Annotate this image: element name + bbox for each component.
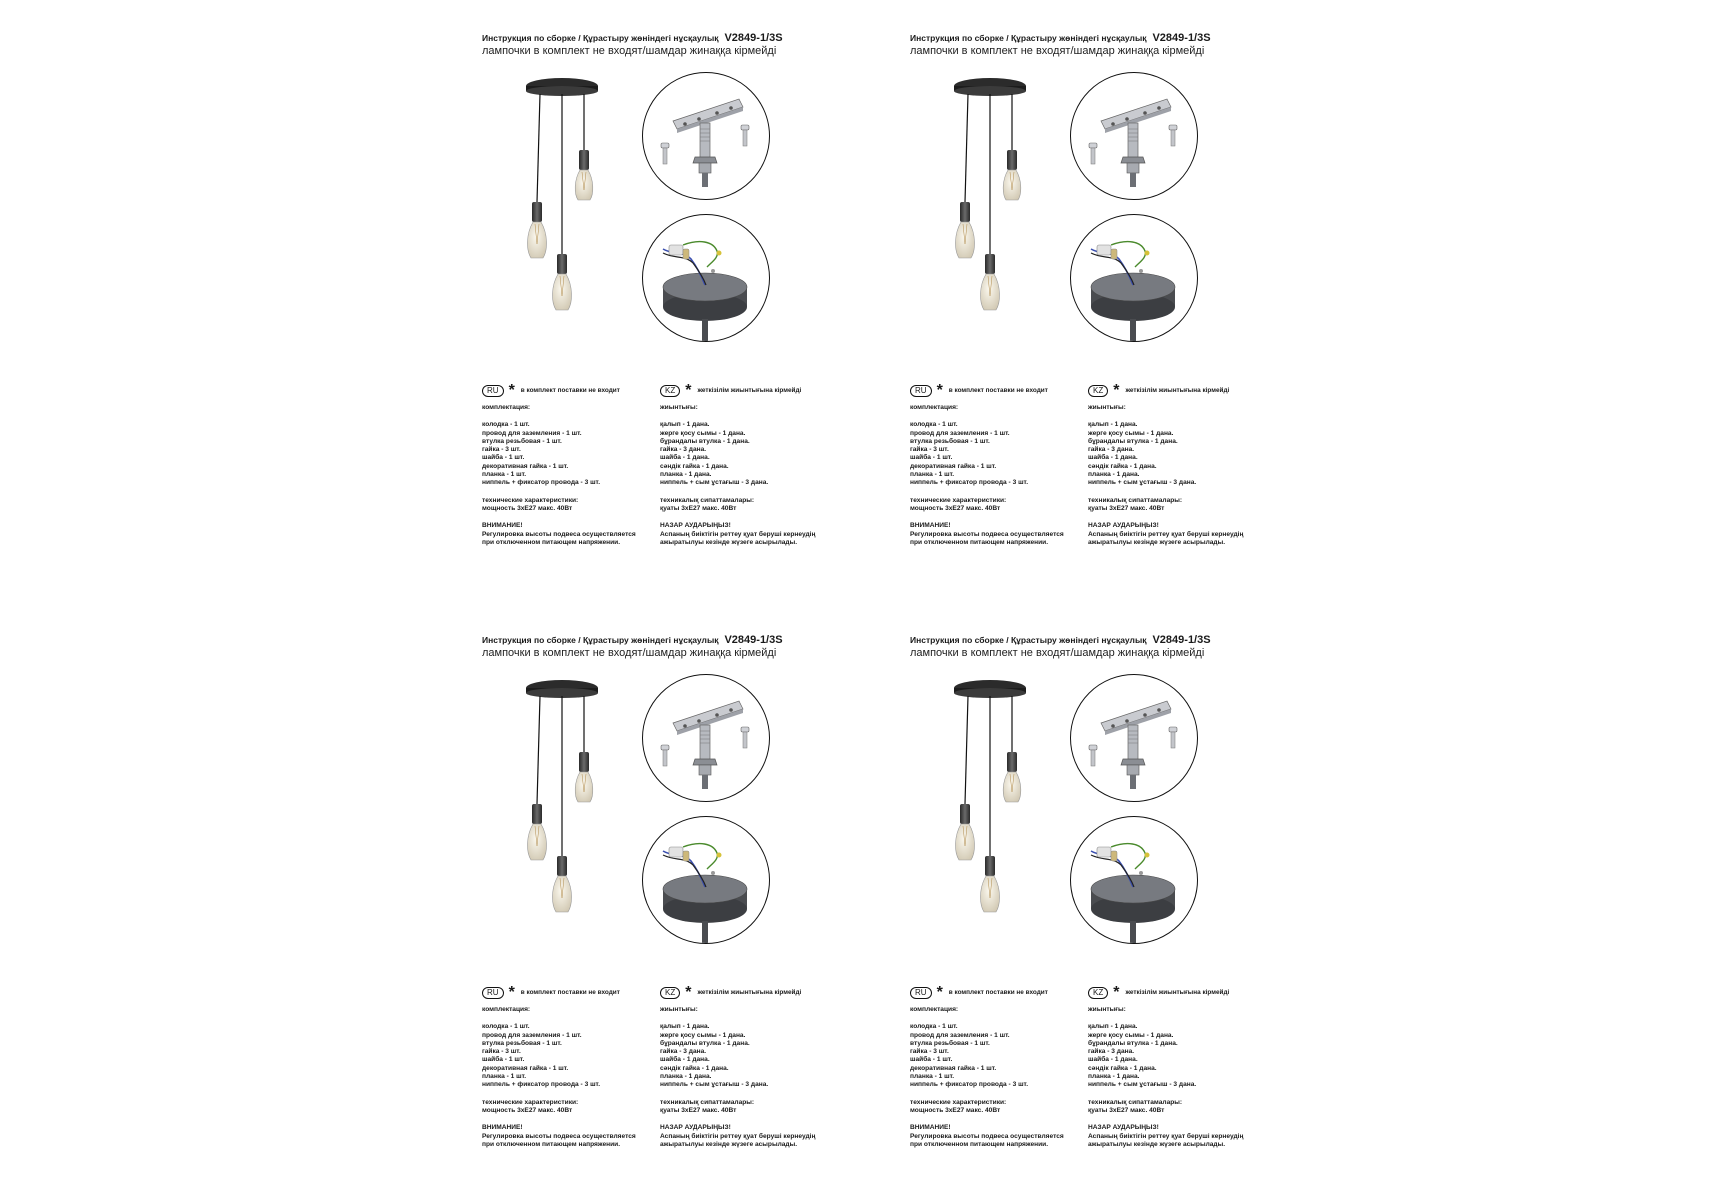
ru-warning-heading: ВНИМАНИЕ!: [910, 1124, 951, 1132]
ru-warning-heading: ВНИМАНИЕ!: [482, 522, 523, 530]
ru-kit-heading: комплектация:: [482, 404, 531, 411]
canopy-wiring-illustration: [1071, 817, 1197, 943]
ru-not-included-note: в комплект поставки не входит: [948, 386, 1048, 394]
ru-not-included-note: в комплект поставки не входит: [520, 386, 620, 394]
list-item: колодка - 1 шт.: [482, 421, 530, 429]
sheet-title: Инструкция по сборке / Құрастыру жөніндегі нұсқаулық V2849-1/3S: [482, 32, 783, 44]
ru-specs-value: мощность 3хЕ27 макс. 40Вт: [910, 1106, 1001, 1114]
kz-header-row: [660, 384, 845, 398]
list-item: втулка резьбовая - 1 шт.: [482, 1039, 562, 1047]
list-item: гайка - 3 шт.: [910, 1048, 949, 1056]
instruction-sheet-4: [910, 634, 1330, 1148]
list-item: декоративная гайка - 1 шт.: [910, 1064, 997, 1072]
ru-specs-value: мощность 3хЕ27 макс. 40Вт: [482, 504, 573, 512]
ru-header-row: [910, 986, 1095, 1000]
list-item: планка - 1 дана.: [660, 1073, 712, 1081]
kz-specs-value: қуаты 3хЕ27 макс. 40Вт: [1088, 1106, 1165, 1114]
asterisk-icon: *: [1113, 984, 1120, 1001]
list-item: ниппель + фиксатор провода - 3 шт.: [482, 1081, 601, 1089]
canopy-wiring-illustration: [643, 215, 769, 341]
kz-kit-list: [1088, 421, 1273, 487]
mounting-bracket-detail: [1070, 674, 1198, 802]
asterisk-icon: *: [936, 984, 943, 1001]
kz-warning-line: ажыратылуы кезінде жүзеге асырылады.: [660, 538, 798, 546]
list-item: ниппель + сым ұстағыш - 3 дана.: [660, 1081, 769, 1089]
list-item: гайка - 3 дана.: [1088, 1048, 1135, 1056]
list-item: жерге қосу сымы - 1 дана.: [1088, 1031, 1174, 1039]
list-item: шайба - 1 шт.: [482, 454, 525, 462]
asterisk-icon: *: [936, 382, 943, 399]
list-item: шайба - 1 дана.: [1088, 1056, 1138, 1064]
pendant-lamp-illustration: [500, 72, 630, 332]
ru-warning-line: Регулировка высоты подвеса осуществляется: [910, 1132, 1064, 1140]
ru-header-row: [910, 384, 1095, 398]
ru-header-row: [482, 986, 667, 1000]
list-item: провод для заземления - 1 шт.: [482, 1031, 582, 1039]
ru-warning-line: при отключенном питающем напряжении.: [482, 1140, 621, 1148]
ru-warning-line: Регулировка высоты подвеса осуществляется: [482, 1132, 636, 1140]
ru-warning: [910, 1124, 1095, 1149]
ru-warning: [482, 1124, 667, 1149]
pendant-lamp-illustration: [928, 72, 1058, 332]
kz-language-badge: KZ: [660, 987, 680, 999]
sheet-subtitle: лампочки в комплект не входят/шамдар жинаққа кірмейді: [482, 647, 777, 659]
list-item: қалып - 1 дана.: [660, 421, 710, 429]
ru-section: [482, 384, 667, 547]
kz-warning: [660, 522, 845, 547]
list-item: жерге қосу сымы - 1 дана.: [1088, 429, 1174, 437]
list-item: гайка - 3 шт.: [482, 1048, 521, 1056]
ru-warning-line: Регулировка высоты подвеса осуществляется: [482, 530, 636, 538]
kz-specs-value: қуаты 3хЕ27 макс. 40Вт: [1088, 504, 1165, 512]
mounting-bracket-illustration: [1071, 73, 1197, 199]
instruction-sheet-2: [910, 32, 1330, 546]
kz-section: [1088, 986, 1273, 1149]
kz-not-included-note: жеткізілім жиынтығына кірмейді: [1125, 386, 1230, 394]
model-number: V2849-1/3S: [724, 32, 783, 44]
kz-warning-line: ажыратылуы кезінде жүзеге асырылады.: [660, 1140, 798, 1148]
ru-specs-heading: технические характеристики:: [910, 496, 1007, 504]
ru-kit-list: [482, 421, 667, 487]
ru-kit-list: [910, 421, 1095, 487]
list-item: планка - 1 шт.: [482, 1073, 527, 1081]
sheet-subtitle: лампочки в комплект не входят/шамдар жинаққа кірмейді: [910, 647, 1205, 659]
ru-warning-line: при отключенном питающем напряжении.: [910, 1140, 1049, 1148]
list-item: бұрандалы втулка - 1 дана.: [660, 437, 750, 445]
list-item: сәндік гайка - 1 дана.: [660, 462, 729, 470]
list-item: ниппель + фиксатор провода - 3 шт.: [910, 479, 1029, 487]
ru-language-badge: RU: [910, 385, 932, 397]
kz-section: [1088, 384, 1273, 547]
list-item: провод для заземления - 1 шт.: [910, 429, 1010, 437]
list-item: планка - 1 шт.: [910, 1073, 955, 1081]
kz-warning-line: ажыратылуы кезінде жүзеге асырылады.: [1088, 538, 1226, 546]
kz-warning-line: Аспаның биіктігін реттеу қуат беруші кернеудің: [660, 1132, 816, 1140]
list-item: ниппель + сым ұстағыш - 3 дана.: [1088, 479, 1197, 487]
ru-warning: [910, 522, 1095, 547]
asterisk-icon: *: [685, 984, 692, 1001]
list-item: жерге қосу сымы - 1 дана.: [660, 429, 746, 437]
kz-specs-heading: техникалық сипаттамалары:: [660, 1098, 755, 1106]
ru-language-badge: RU: [482, 385, 504, 397]
ru-kit-heading: комплектация:: [482, 1006, 531, 1013]
list-item: ниппель + сым ұстағыш - 3 дана.: [1088, 1081, 1197, 1089]
ru-specs: [910, 1099, 1095, 1116]
list-item: втулка резьбовая - 1 шт.: [910, 1039, 990, 1047]
kz-header-row: [1088, 384, 1273, 398]
list-item: планка - 1 шт.: [482, 471, 527, 479]
kz-not-included-note: жеткізілім жиынтығына кірмейді: [1125, 988, 1230, 996]
canopy-wiring-detail: [642, 816, 770, 944]
list-item: сәндік гайка - 1 дана.: [1088, 1064, 1157, 1072]
ru-not-included-note: в комплект поставки не входит: [948, 988, 1048, 996]
kz-header-row: [660, 986, 845, 1000]
kz-section: [660, 384, 845, 547]
list-item: сәндік гайка - 1 дана.: [660, 1064, 729, 1072]
list-item: гайка - 3 дана.: [660, 1048, 707, 1056]
ru-section: [482, 986, 667, 1149]
asterisk-icon: *: [508, 984, 515, 1001]
ru-kit-list: [910, 1023, 1095, 1089]
list-item: қалып - 1 дана.: [1088, 1023, 1138, 1031]
kz-warning-heading: НАЗАР АУДАРЫҢЫЗ!: [660, 1124, 731, 1132]
kz-specs-heading: техникалық сипаттамалары:: [1088, 1098, 1183, 1106]
kz-warning-line: Аспаның биіктігін реттеу қуат беруші кернеудің: [660, 530, 816, 538]
kz-specs-heading: техникалық сипаттамалары:: [660, 496, 755, 504]
ru-language-badge: RU: [482, 987, 504, 999]
list-item: втулка резьбовая - 1 шт.: [910, 437, 990, 445]
kz-specs: [660, 1099, 845, 1116]
kz-warning: [1088, 522, 1273, 547]
kz-kit-heading: жиынтығы:: [660, 1006, 698, 1013]
list-item: колодка - 1 шт.: [910, 421, 958, 429]
ru-warning-heading: ВНИМАНИЕ!: [482, 1124, 523, 1132]
kz-header-row: [1088, 986, 1273, 1000]
list-item: бұрандалы втулка - 1 дана.: [660, 1039, 750, 1047]
list-item: бұрандалы втулка - 1 дана.: [1088, 437, 1178, 445]
list-item: втулка резьбовая - 1 шт.: [482, 437, 562, 445]
list-item: ниппель + фиксатор провода - 3 шт.: [910, 1081, 1029, 1089]
kz-kit-list: [660, 1023, 845, 1089]
kz-specs: [1088, 497, 1273, 514]
canopy-wiring-detail: [1070, 816, 1198, 944]
kz-specs: [1088, 1099, 1273, 1116]
list-item: шайба - 1 дана.: [1088, 454, 1138, 462]
mounting-bracket-detail: [642, 674, 770, 802]
asterisk-icon: *: [685, 382, 692, 399]
ru-specs: [910, 497, 1095, 514]
pendant-lamp-illustration: [928, 674, 1058, 934]
model-number: V2849-1/3S: [1152, 634, 1211, 646]
ru-section: [910, 986, 1095, 1149]
ru-warning-heading: ВНИМАНИЕ!: [910, 522, 951, 530]
ru-warning-line: при отключенном питающем напряжении.: [482, 538, 621, 546]
pendant-lamp-illustration: [500, 674, 630, 934]
kz-section: [660, 986, 845, 1149]
canopy-wiring-illustration: [643, 817, 769, 943]
ru-specs: [482, 1099, 667, 1116]
list-item: қалып - 1 дана.: [1088, 421, 1138, 429]
sheet-title: Инструкция по сборке / Құрастыру жөніндегі нұсқаулық V2849-1/3S: [482, 634, 783, 646]
mounting-bracket-illustration: [1071, 675, 1197, 801]
list-item: декоративная гайка - 1 шт.: [482, 462, 569, 470]
ru-specs-heading: технические характеристики:: [482, 496, 579, 504]
mounting-bracket-detail: [642, 72, 770, 200]
list-item: қалып - 1 дана.: [660, 1023, 710, 1031]
ru-not-included-note: в комплект поставки не входит: [520, 988, 620, 996]
kz-not-included-note: жеткізілім жиынтығына кірмейді: [697, 386, 802, 394]
kz-language-badge: KZ: [660, 385, 680, 397]
list-item: гайка - 3 дана.: [660, 446, 707, 454]
kz-warning-heading: НАЗАР АУДАРЫҢЫЗ!: [1088, 1124, 1159, 1132]
canopy-wiring-detail: [642, 214, 770, 342]
list-item: декоративная гайка - 1 шт.: [910, 462, 997, 470]
instruction-sheet-1: [482, 32, 902, 546]
canopy-wiring-illustration: [1071, 215, 1197, 341]
kz-warning: [1088, 1124, 1273, 1149]
ru-section: [910, 384, 1095, 547]
list-item: гайка - 3 шт.: [910, 446, 949, 454]
instruction-sheet-3: [482, 634, 902, 1148]
list-item: шайба - 1 шт.: [482, 1056, 525, 1064]
list-item: ниппель + сым ұстағыш - 3 дана.: [660, 479, 769, 487]
model-number: V2849-1/3S: [1152, 32, 1211, 44]
kz-not-included-note: жеткізілім жиынтығына кірмейді: [697, 988, 802, 996]
kz-warning-line: ажыратылуы кезінде жүзеге асырылады.: [1088, 1140, 1226, 1148]
list-item: планка - 1 дана.: [1088, 471, 1140, 479]
ru-specs-heading: технические характеристики:: [482, 1098, 579, 1106]
list-item: декоративная гайка - 1 шт.: [482, 1064, 569, 1072]
list-item: шайба - 1 дана.: [660, 454, 710, 462]
ru-specs: [482, 497, 667, 514]
kz-warning: [660, 1124, 845, 1149]
kz-warning-heading: НАЗАР АУДАРЫҢЫЗ!: [1088, 522, 1159, 530]
ru-warning-line: Регулировка высоты подвеса осуществляется: [910, 530, 1064, 538]
mounting-bracket-illustration: [643, 73, 769, 199]
kz-language-badge: KZ: [1088, 385, 1108, 397]
list-item: шайба - 1 шт.: [910, 454, 953, 462]
sheet-subtitle: лампочки в комплект не входят/шамдар жинаққа кірмейді: [910, 45, 1205, 57]
ru-language-badge: RU: [910, 987, 932, 999]
mounting-bracket-detail: [1070, 72, 1198, 200]
list-item: планка - 1 дана.: [660, 471, 712, 479]
list-item: гайка - 3 дана.: [1088, 446, 1135, 454]
list-item: бұрандалы втулка - 1 дана.: [1088, 1039, 1178, 1047]
kz-language-badge: KZ: [1088, 987, 1108, 999]
sheet-title: Инструкция по сборке / Құрастыру жөніндегі нұсқаулық V2849-1/3S: [910, 32, 1211, 44]
kz-specs-value: қуаты 3хЕ27 макс. 40Вт: [660, 1106, 737, 1114]
kz-kit-heading: жиынтығы:: [1088, 404, 1126, 411]
sheet-title: Инструкция по сборке / Құрастыру жөніндегі нұсқаулық V2849-1/3S: [910, 634, 1211, 646]
list-item: шайба - 1 дана.: [660, 1056, 710, 1064]
ru-kit-list: [482, 1023, 667, 1089]
list-item: планка - 1 шт.: [910, 471, 955, 479]
canopy-wiring-detail: [1070, 214, 1198, 342]
kz-kit-list: [660, 421, 845, 487]
ru-warning: [482, 522, 667, 547]
kz-kit-list: [1088, 1023, 1273, 1089]
list-item: гайка - 3 шт.: [482, 446, 521, 454]
ru-specs-value: мощность 3хЕ27 макс. 40Вт: [482, 1106, 573, 1114]
kz-specs: [660, 497, 845, 514]
kz-kit-heading: жиынтығы:: [660, 404, 698, 411]
mounting-bracket-illustration: [643, 675, 769, 801]
ru-kit-heading: комплектация:: [910, 404, 959, 411]
ru-warning-line: при отключенном питающем напряжении.: [910, 538, 1049, 546]
list-item: шайба - 1 шт.: [910, 1056, 953, 1064]
list-item: жерге қосу сымы - 1 дана.: [660, 1031, 746, 1039]
model-number: V2849-1/3S: [724, 634, 783, 646]
list-item: провод для заземления - 1 шт.: [482, 429, 582, 437]
list-item: колодка - 1 шт.: [910, 1023, 958, 1031]
kz-warning-heading: НАЗАР АУДАРЫҢЫЗ!: [660, 522, 731, 530]
kz-warning-line: Аспаның биіктігін реттеу қуат беруші кернеудің: [1088, 530, 1244, 538]
list-item: планка - 1 дана.: [1088, 1073, 1140, 1081]
kz-specs-value: қуаты 3хЕ27 макс. 40Вт: [660, 504, 737, 512]
ru-specs-value: мощность 3хЕ27 макс. 40Вт: [910, 504, 1001, 512]
list-item: сәндік гайка - 1 дана.: [1088, 462, 1157, 470]
list-item: провод для заземления - 1 шт.: [910, 1031, 1010, 1039]
asterisk-icon: *: [508, 382, 515, 399]
list-item: ниппель + фиксатор провода - 3 шт.: [482, 479, 601, 487]
kz-warning-line: Аспаның биіктігін реттеу қуат беруші кернеудің: [1088, 1132, 1244, 1140]
kz-kit-heading: жиынтығы:: [1088, 1006, 1126, 1013]
kz-specs-heading: техникалық сипаттамалары:: [1088, 496, 1183, 504]
ru-header-row: [482, 384, 667, 398]
sheet-subtitle: лампочки в комплект не входят/шамдар жинаққа кірмейді: [482, 45, 777, 57]
ru-kit-heading: комплектация:: [910, 1006, 959, 1013]
asterisk-icon: *: [1113, 382, 1120, 399]
list-item: колодка - 1 шт.: [482, 1023, 530, 1031]
ru-specs-heading: технические характеристики:: [910, 1098, 1007, 1106]
